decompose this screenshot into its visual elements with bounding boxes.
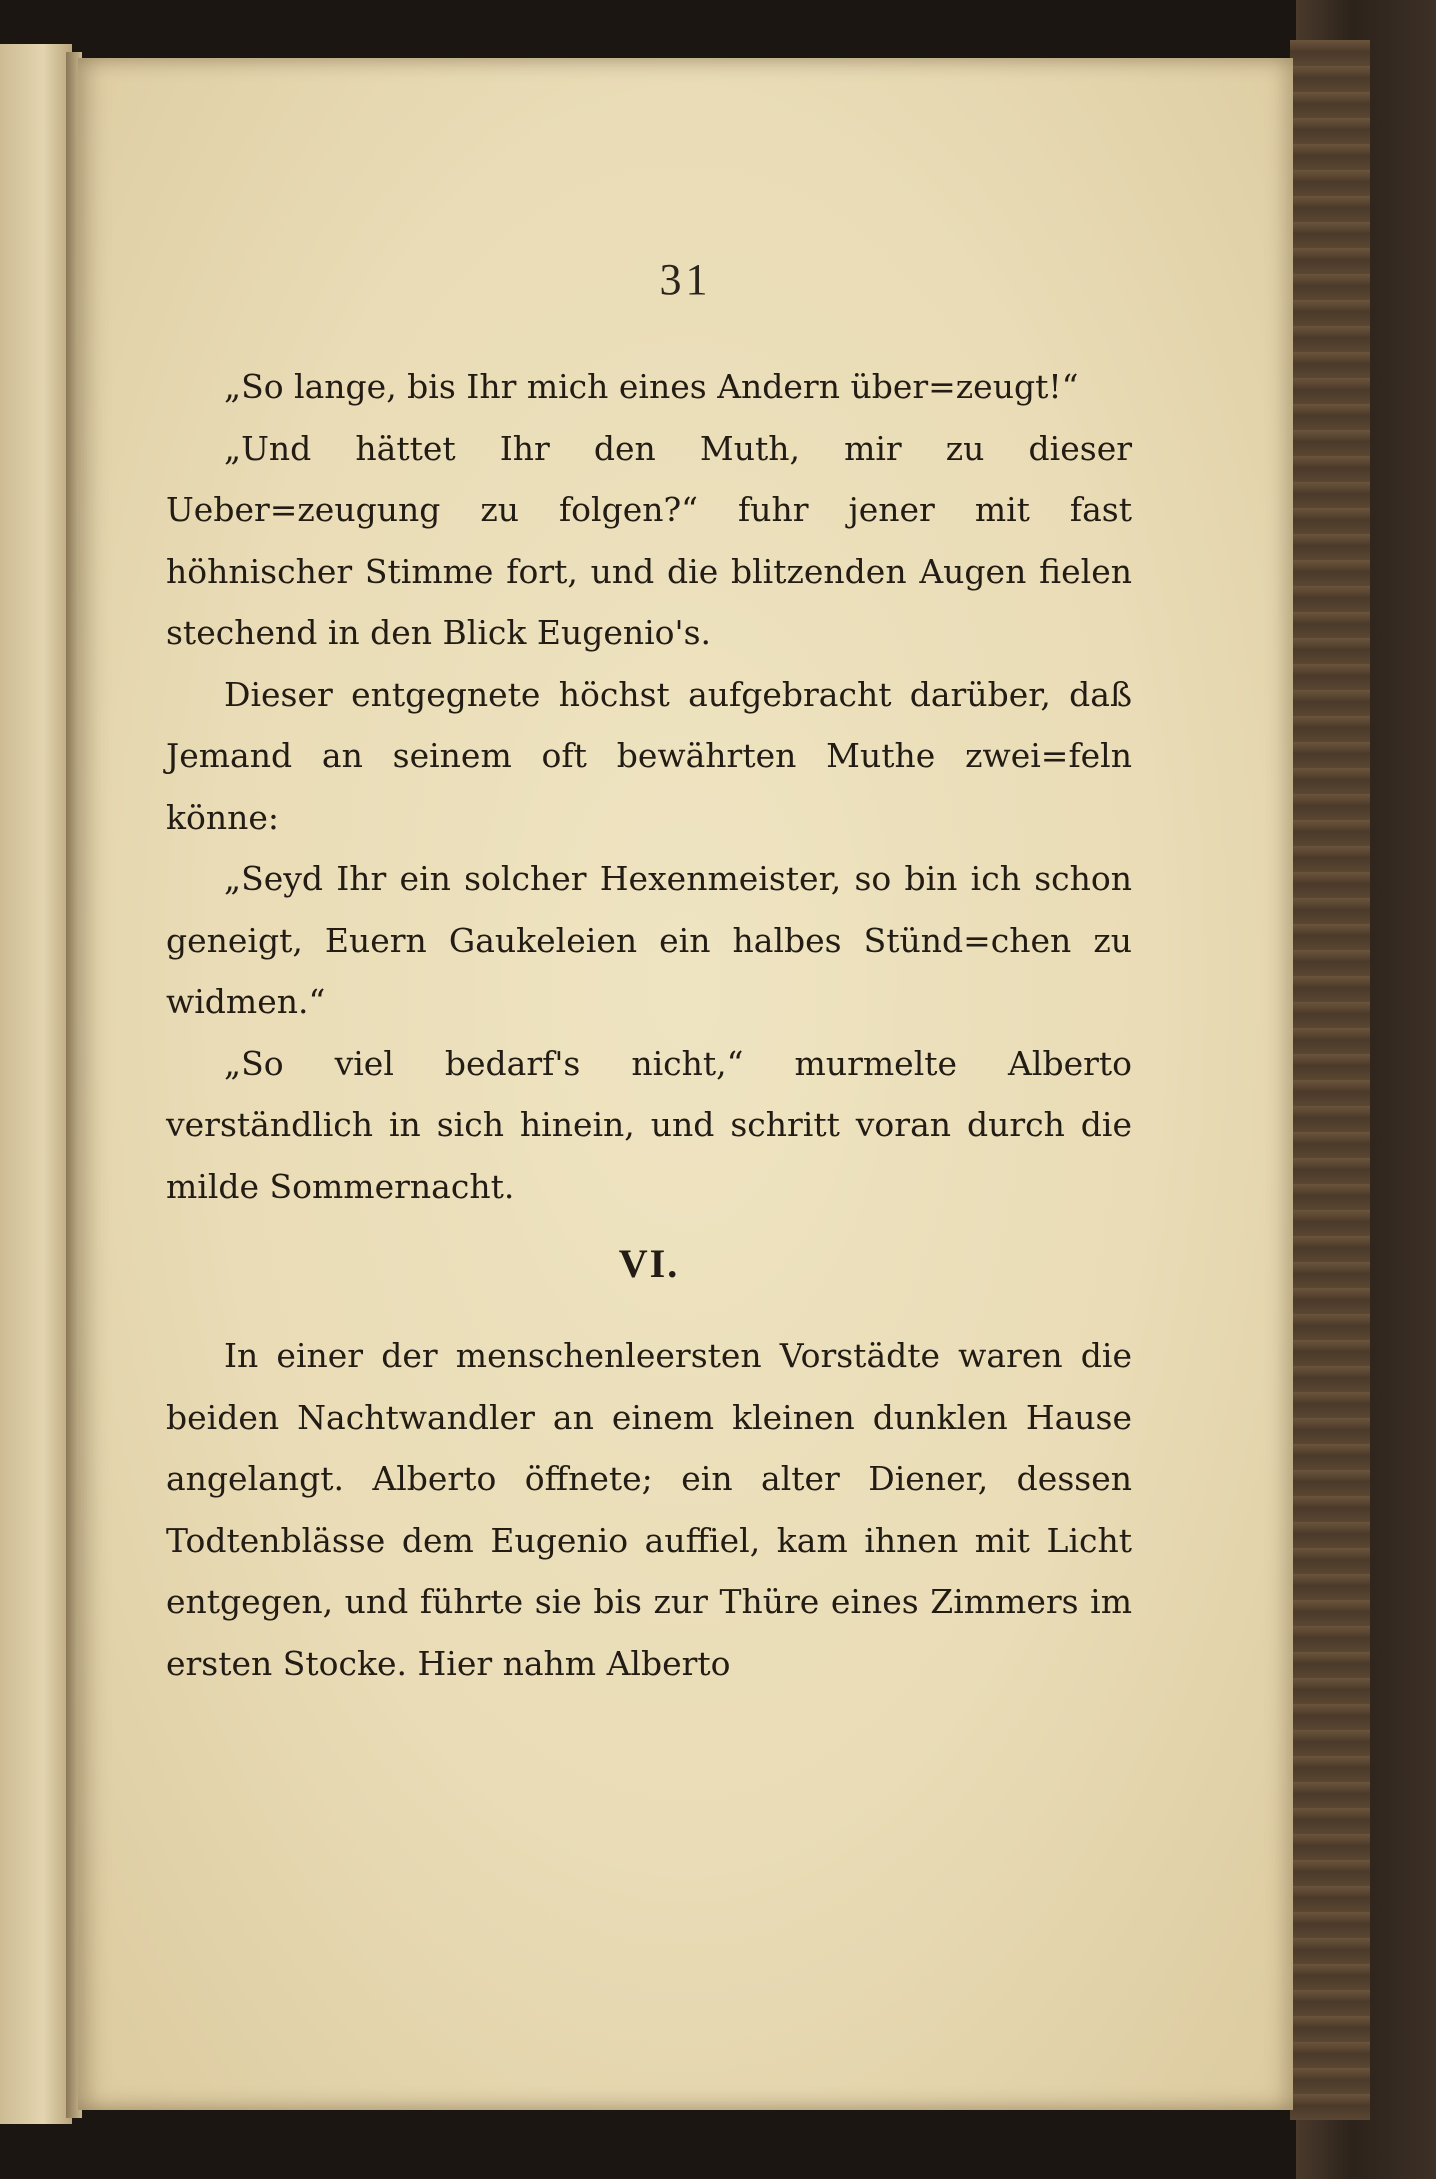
paragraph: „Und hättet Ihr den Muth, mir zu dieser Ueber=zeugung zu folgen?“ fuhr jener mit fast höhnischer Stimme fort, und die blitzenden Augen fielen stechend in den Blick Eugenio's. (166, 428, 1132, 652)
chapter-heading: VI. (618, 1241, 680, 1286)
page-body (166, 356, 1132, 1694)
paragraph: In einer der menschenleersten Vorstädte waren die beiden Nachtwandler an einem kleinen dunklen Hause angelangt. Alberto öffnete; ein alter Diener, dessen Todtenblässe dem Eugenio auffiel, kam ihnen mit Licht entgegen, und führte sie bis zur Thüre eines Zimmers im ersten Stocke. Hier nahm Alberto (166, 1336, 1132, 1683)
page-number: 31 (659, 255, 712, 304)
paragraph: „So lange, bis Ihr mich eines Andern über=zeugt!“ (224, 367, 1079, 406)
paragraph: „Seyd Ihr ein solcher Hexenmeister, so bin ich schon geneigt, Euern Gaukeleien ein halbes Stünd=chen zu widmen.“ (166, 859, 1132, 1021)
paragraph: Dieser entgegnete höchst aufgebracht darüber, daß Jemand an seinem oft bewährten Muthe zwei=feln könne: (166, 674, 1132, 837)
book-page (78, 58, 1293, 2110)
facing-page-edge (0, 44, 72, 2124)
page-stack-edge (1290, 40, 1370, 2120)
paragraph: „So viel bedarf's nicht,“ murmelte Alberto verständlich in sich hinein, und schritt voran durch die milde Sommernacht. (166, 1043, 1132, 1206)
